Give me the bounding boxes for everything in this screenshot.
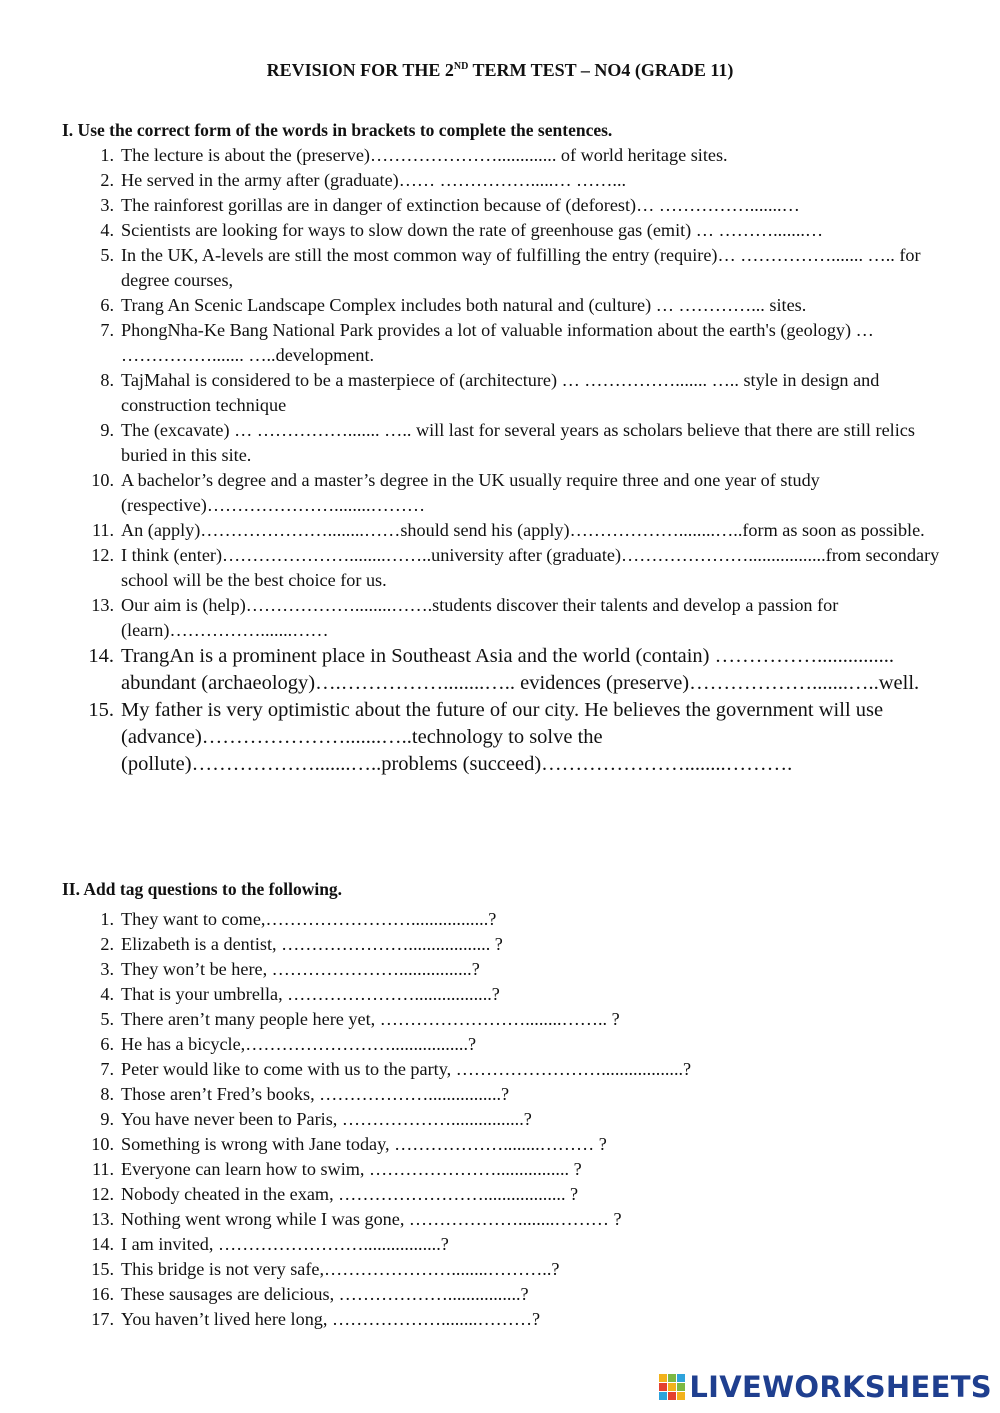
item-number: 1. [100, 145, 114, 165]
logo-grid-icon [659, 1374, 685, 1400]
item-number: 2. [100, 170, 114, 190]
item-text: He has a bicycle,…………………….................? [121, 1034, 477, 1054]
item-number: 3. [100, 195, 114, 215]
item-text: Nothing went wrong while I was gone, ………………........……… ? [121, 1209, 622, 1229]
item-number: 7. [100, 320, 114, 340]
list-item [80, 143, 940, 168]
item-text: The lecture is about the (preserve)…………………............. of world heritage sites. [121, 145, 728, 165]
list-item [80, 1057, 940, 1082]
list-item [80, 982, 940, 1007]
item-text: A bachelor’s degree and a master’s degree in the UK usually require three and one year of study (respective)…………………........……… [121, 470, 820, 515]
list-item [80, 1182, 940, 1207]
list-item [80, 593, 940, 643]
item-number: 9. [100, 1109, 114, 1129]
list-item [80, 957, 940, 982]
item-number: 8. [100, 370, 114, 390]
list-item [80, 643, 940, 697]
item-text: Our aim is (help)………………........…….students discover their talents and develop a passion for (learn)…………….......…… [121, 595, 839, 640]
list-item [80, 543, 940, 593]
item-text: The rainforest gorillas are in danger of extinction because of (deforest)… …………….......… [121, 195, 800, 215]
title-superscript: ND [453, 61, 469, 72]
item-text: You haven’t lived here long, ………………........………? [121, 1309, 541, 1329]
item-text: TajMahal is considered to be a masterpiece of (architecture) … ……………....... ….. style in design and construction technique [121, 370, 880, 415]
list-item [80, 293, 940, 318]
list-item [80, 1032, 940, 1057]
item-text: I think (enter)…………………........……..university after (graduate)………………….................from secondary school will be the best choice for us. [121, 545, 940, 590]
list-item [80, 1157, 940, 1182]
item-number: 16. [91, 1284, 114, 1304]
list-item [80, 1082, 940, 1107]
item-number: 5. [100, 245, 114, 265]
list-item [80, 243, 940, 293]
item-text: TrangAn is a prominent place in Southeast Asia and the world (contain) ……………............... abundant (archaeology)….……………........….. evidences (preserve)……………….......…..well. [121, 645, 920, 694]
item-number: 4. [100, 984, 114, 1004]
item-number: 15. [91, 1259, 114, 1279]
item-number: 12. [91, 545, 114, 565]
item-text: An (apply)…………………........……should send his (apply)………………........…..form as soon as possible. [121, 520, 925, 540]
section-2-heading: II. Add tag questions to the following. [62, 879, 343, 899]
item-text: I am invited, …………………….................? [121, 1234, 449, 1254]
list-item [80, 1257, 940, 1282]
list-item [80, 1307, 940, 1332]
item-text: Nobody cheated in the exam, …………………….................. ? [121, 1184, 579, 1204]
item-number: 11. [91, 520, 114, 540]
list-item [80, 1107, 940, 1132]
item-number: 8. [100, 1084, 114, 1104]
item-text: In the UK, A-levels are still the most common way of fulfilling the entry (require)… ……………....... ….. for degree courses, [121, 245, 921, 290]
item-text: He served in the army after (graduate)…… …………….....… ……... [121, 170, 627, 190]
section-1-heading: I. Use the correct form of the words in brackets to complete the sentences. [62, 120, 613, 140]
list-item [80, 1232, 940, 1257]
item-text: They won’t be here, …………………................? [121, 959, 480, 979]
item-number: 15. [88, 699, 114, 721]
item-number: 10. [91, 470, 114, 490]
item-text: My father is very optimistic about the future of our city. He believes the government will use (advance)………………….......…..technology to solve the (pollute)……………….......…..problems (succeed)…………………........………. [121, 699, 884, 775]
list-item [80, 1132, 940, 1157]
item-text: Everyone can learn how to swim, …………………................ ? [121, 1159, 582, 1179]
item-text: Something is wrong with Jane today, ………………........……… ? [121, 1134, 607, 1154]
item-text: Scientists are looking for ways to slow down the rate of greenhouse gas (emit) … ……….......… [121, 220, 824, 240]
item-text: You have never been to Paris, ………………................? [121, 1109, 532, 1129]
item-number: 6. [100, 295, 114, 315]
logo-text: LIVEWORKSHEETS [689, 1370, 992, 1404]
item-number: 9. [100, 420, 114, 440]
list-item [80, 907, 940, 932]
list-item [80, 1207, 940, 1232]
item-number: 5. [100, 1009, 114, 1029]
list-item [80, 193, 940, 218]
title-part1: REVISION FOR THE 2 [266, 60, 454, 80]
list-item [80, 418, 940, 468]
item-number: 14. [91, 1234, 114, 1254]
item-number: 6. [100, 1034, 114, 1054]
list-item [80, 1282, 940, 1307]
item-text: These sausages are delicious, ………………................? [121, 1284, 529, 1304]
item-text: They want to come,…………………….................? [121, 909, 497, 929]
item-text: Those aren’t Fred’s books, ………………................? [121, 1084, 510, 1104]
list-item [80, 932, 940, 957]
page-title [0, 60, 1000, 81]
item-text: Peter would like to come with us to the party, ……………………..................? [121, 1059, 692, 1079]
item-number: 14. [88, 645, 114, 667]
item-number: 2. [100, 934, 114, 954]
item-number: 13. [91, 595, 114, 615]
item-number: 7. [100, 1059, 114, 1079]
list-item [80, 318, 940, 368]
item-number: 11. [91, 1159, 114, 1179]
item-text: Trang An Scenic Landscape Complex includes both natural and (culture) … …………... sites. [121, 295, 807, 315]
item-number: 10. [91, 1134, 114, 1154]
item-text: Elizabeth is a dentist, ………………….................. ? [121, 934, 503, 954]
list-item [80, 518, 940, 543]
item-text: The (excavate) … ……………....... ….. will last for several years as scholars believe that there are still relics buried in this site. [121, 420, 915, 465]
list-item [80, 368, 940, 418]
list-item [80, 1007, 940, 1032]
section-2-list [80, 907, 940, 1332]
item-number: 17. [91, 1309, 114, 1329]
list-item [80, 168, 940, 193]
item-text: This bridge is not very safe,…………………........………..? [121, 1259, 560, 1279]
item-number: 12. [91, 1184, 114, 1204]
title-part2: TERM TEST – NO4 (GRADE 11) [468, 60, 734, 80]
list-item [80, 468, 940, 518]
item-number: 1. [100, 909, 114, 929]
list-item [80, 697, 940, 778]
item-text: There aren’t many people here yet, ……………………........…….. ? [121, 1009, 620, 1029]
item-text: PhongNha-Ke Bang National Park provides a lot of valuable information about the earth's (geology) … ……………....... …..development. [121, 320, 874, 365]
item-number: 13. [91, 1209, 114, 1229]
item-text: That is your umbrella, ………………….................? [121, 984, 500, 1004]
liveworksheets-logo [659, 1367, 992, 1407]
item-number: 3. [100, 959, 114, 979]
item-number: 4. [100, 220, 114, 240]
list-item [80, 218, 940, 243]
section-1-list [80, 143, 940, 778]
